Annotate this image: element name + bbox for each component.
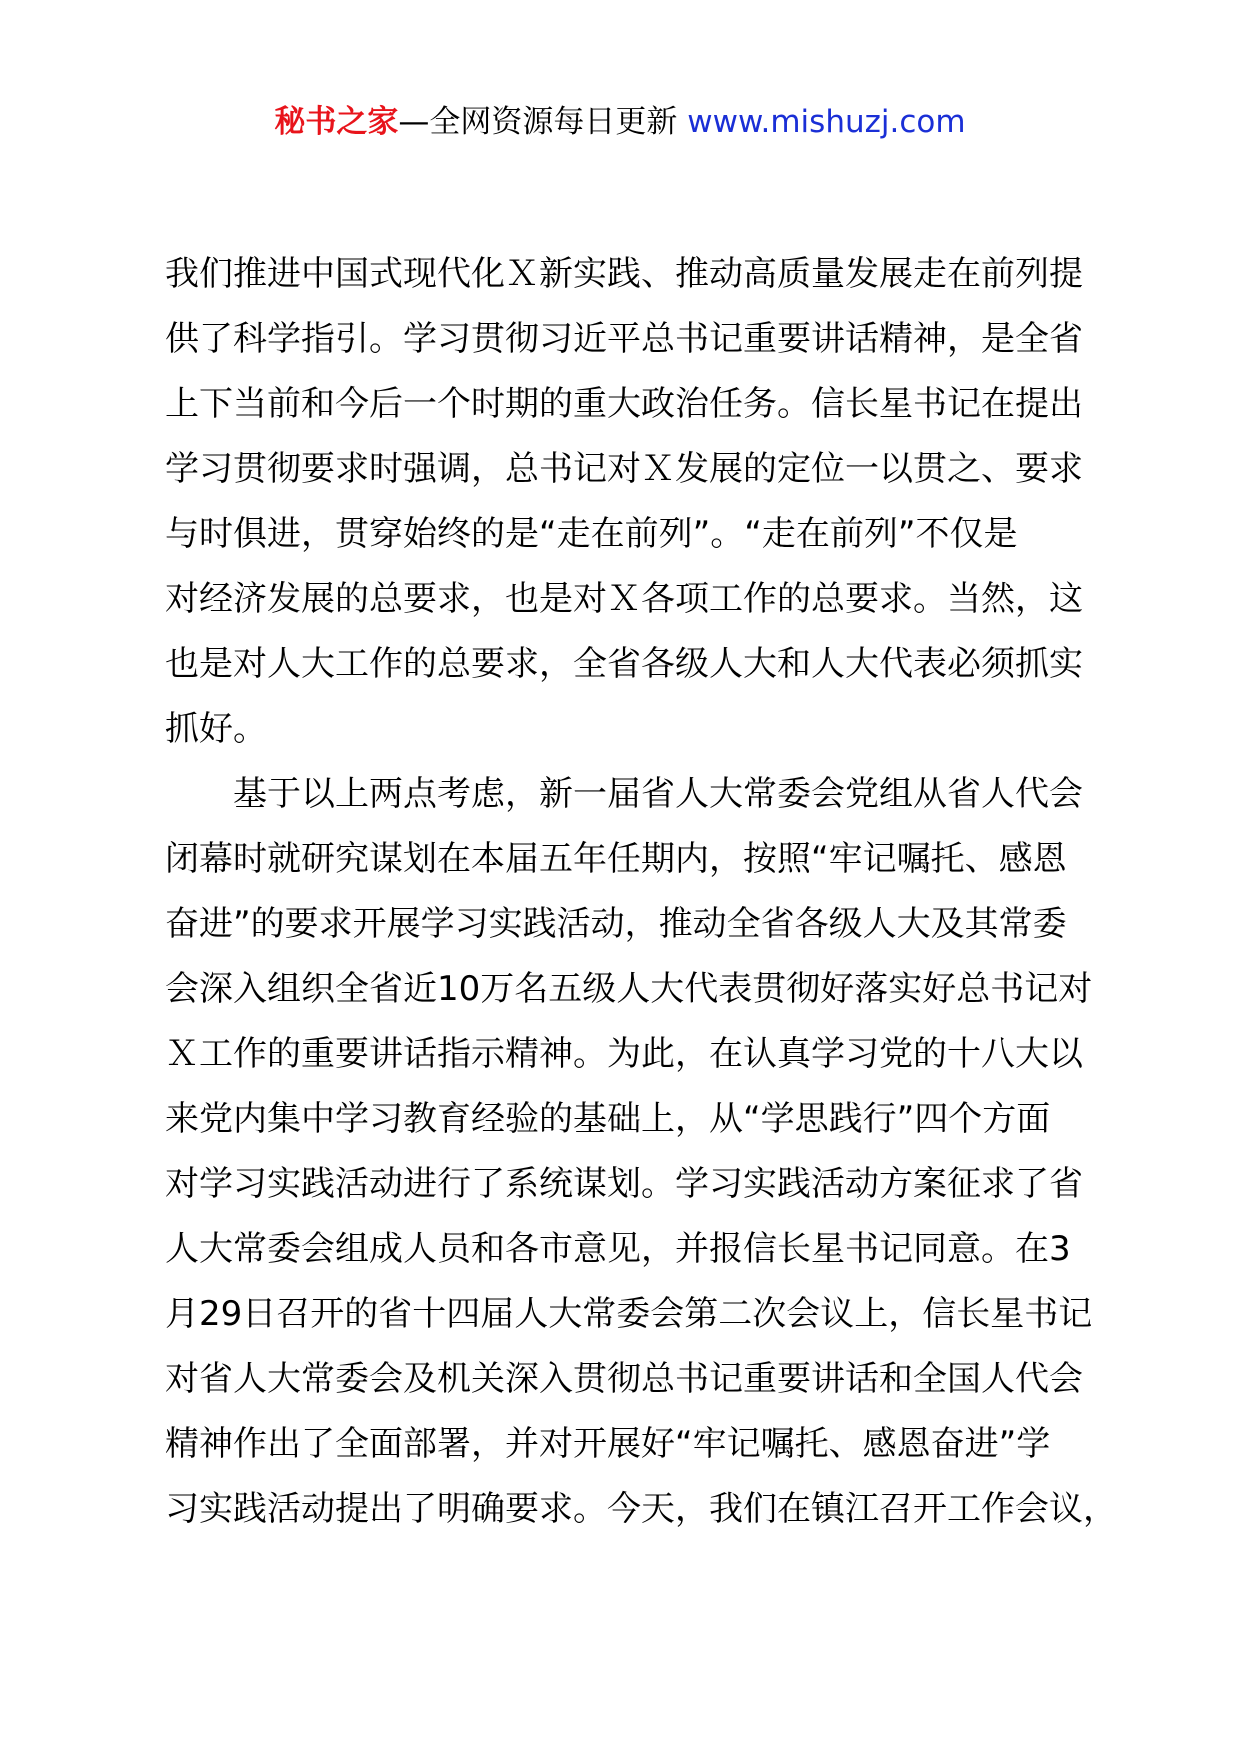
- text-line: 上下当前和今后一个时期的重大政治任务。信长星书记在提出: [165, 384, 1083, 424]
- text-line: 闭幕时就研究谋划在本届五年任期内，按照“牢记嘱托、感恩: [165, 839, 1067, 879]
- text-line: 与时俱进，贯穿始终的是“走在前列”。“走在前列”不仅是: [165, 514, 1018, 554]
- text-line: 学习贯彻要求时强调，总书记对Ｘ发展的定位一以贯之、要求: [165, 449, 1083, 489]
- text-line: 我们推进中国式现代化Ｘ新实践、推动高质量发展走在前列提: [165, 254, 1083, 294]
- text-line: 供了科学指引。学习贯彻习近平总书记重要讲话精神，是全省: [165, 319, 1083, 359]
- text-line: 月29日召开的省十四届人大常委会第二次会议上，信长星书记: [165, 1294, 1093, 1334]
- text-line: 对省人大常委会及机关深入贯彻总书记重要讲话和全国人代会: [165, 1359, 1083, 1399]
- text-line: 奋进”的要求开展学习实践活动，推动全省各级人大及其常委: [165, 904, 1067, 944]
- text-line: 对经济发展的总要求，也是对Ｘ各项工作的总要求。当然，这: [165, 579, 1083, 619]
- text-line: 精神作出了全面部署，并对开展好“牢记嘱托、感恩奋进”学: [165, 1424, 1051, 1464]
- body-text: [165, 242, 1117, 1542]
- page-header: [0, 100, 1240, 144]
- text-line: 对学习实践活动进行了系统谋划。学习实践活动方案征求了省: [165, 1164, 1083, 1204]
- text-line: 抓好。: [165, 709, 267, 749]
- text-line: 会深入组织全省近10万名五级人大代表贯彻好落实好总书记对: [165, 969, 1093, 1009]
- text-line: 人大常委会组成人员和各市意见，并报信长星书记同意。在3: [165, 1229, 1071, 1269]
- header-tagline: —全网资源每日更新: [398, 104, 688, 140]
- text-line-paragraph-start: 基于以上两点考虑，新一届省人大常委会党组从省人代会: [233, 774, 1083, 814]
- text-line: 也是对人大工作的总要求，全省各级人大和人大代表必须抓实: [165, 644, 1083, 684]
- text-line: 来党内集中学习教育经验的基础上，从“学思践行”四个方面: [165, 1099, 1051, 1139]
- header-brand: 秘书之家: [274, 104, 399, 140]
- text-line: Ｘ工作的重要讲话指示精神。为此，在认真学习党的十八大以: [165, 1034, 1083, 1074]
- header-url-link[interactable]: www.mishuzj.com: [687, 104, 966, 140]
- text-line: 习实践活动提出了明确要求。今天，我们在镇江召开工作会议，: [165, 1489, 1117, 1529]
